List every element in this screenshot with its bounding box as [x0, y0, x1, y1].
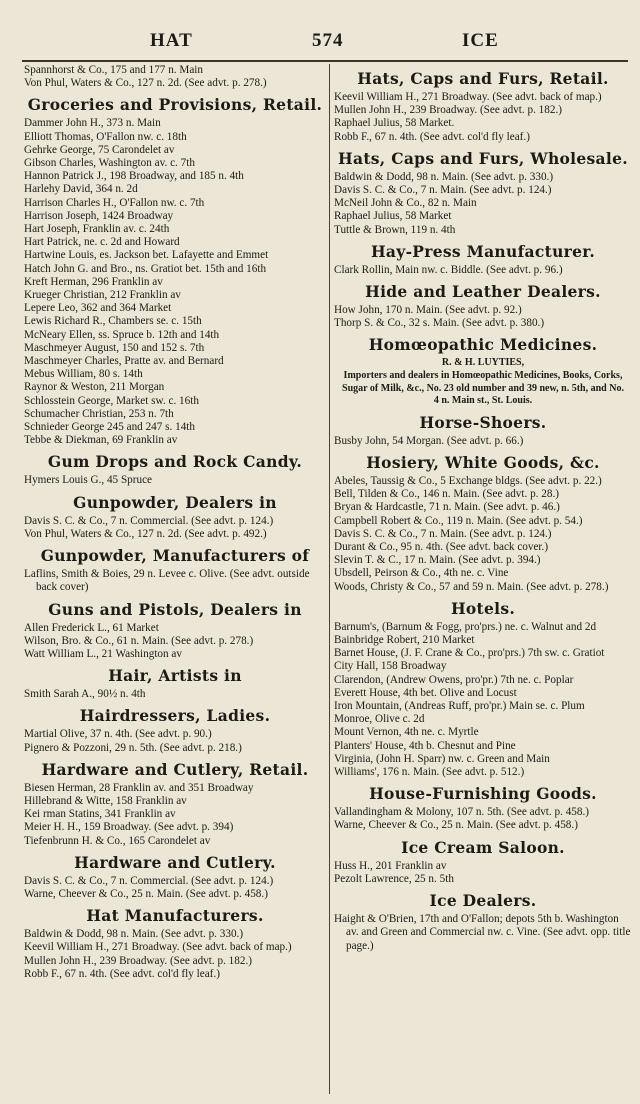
directory-entry: Lewis Richard R., Chambers se. c. 15th: [24, 315, 202, 328]
directory-entry: Allen Frederick L., 61 Market: [24, 621, 159, 634]
section-heading: Hide and Leather Dealers.: [365, 282, 601, 302]
directory-entry: Mount Vernon, 4th ne. c. Myrtle: [334, 726, 479, 739]
section-heading: Homœopathic Medicines.: [368, 335, 598, 355]
section-heading: Hair, Artists in: [108, 666, 242, 686]
directory-entry: Hartwine Louis, es. Jackson bet. Lafayette and Emmet: [24, 249, 269, 262]
directory-entry: Clark Rollin, Main nw. c. Biddle. (See advt. p. 96.): [334, 263, 563, 276]
directory-entry: Davis S. C. & Co., 7 n. Main. (See advt. p. 124.): [334, 527, 552, 540]
directory-entry: Abeles, Taussig & Co., 5 Exchange bldgs. (See advt. p. 22.): [334, 475, 602, 488]
directory-entry: Williams', 176 n. Main. (See advt. p. 512.): [334, 766, 525, 779]
directory-entry: Warne, Cheever & Co., 25 n. Main. (See advt. p. 458.): [24, 887, 268, 900]
directory-entry: Hart Joseph, Franklin av. c. 24th: [24, 223, 170, 236]
directory-entry: McNeil John & Co., 82 n. Main: [334, 197, 477, 210]
directory-entry: Von Phul, Waters & Co., 127 n. 2d. (See advt. p. 278.): [24, 77, 267, 90]
section-heading: Hardware and Cutlery, Retail.: [41, 759, 309, 779]
section-heading: Hairdressers, Ladies.: [79, 706, 271, 726]
directory-entry: Biesen Herman, 28 Franklin av. and 351 Broadway: [24, 781, 254, 794]
directory-entry: Maschmeyer Charles, Pratte av. and Bernard: [24, 355, 224, 368]
directory-entry: Pignero & Pozzoni, 29 n. 5th. (See advt. p. 218.): [24, 741, 242, 754]
directory-entry: Kreft Herman, 296 Franklin av: [24, 275, 163, 288]
directory-entry: Barnet House, (J. F. Crane & Co., pro'prs.) 7th sw. c. Gratiot: [334, 647, 605, 660]
directory-entry: Maschmeyer August, 150 and 152 s. 7th: [24, 341, 205, 354]
directory-entry: Tebbe & Diekman, 69 Franklin av: [24, 434, 178, 447]
directory-entry: Davis S. C. & Co., 7 n. Commercial. (See advt. p. 124.): [24, 514, 274, 527]
directory-entry: Spannhorst & Co., 175 and 177 n. Main: [24, 64, 203, 76]
directory-entry: Clarendon, (Andrew Owens, pro'pr.) 7th ne. c. Poplar: [334, 673, 574, 686]
directory-entry: McNeary Ellen, ss. Spruce b. 12th and 14th: [24, 328, 220, 341]
directory-entry: Iron Mountain, (Andreas Ruff, pro'pr.) Main se. c. Plum: [334, 700, 585, 713]
directory-entry: Durant & Co., 95 n. 4th. (See advt. back cover.): [334, 541, 549, 554]
section-heading: Guns and Pistols, Dealers in: [48, 599, 302, 619]
directory-entry: Planters' House, 4th b. Chesnut and Pine: [334, 739, 516, 752]
directory-entry: Haight & O'Brien, 17th and O'Fallon; depots 5th b. Washington av. and Green and Commercial nw. c. Vine. (See advt. opp. title page.): [334, 913, 631, 952]
section-heading: Hay-Press Manufacturer.: [370, 241, 596, 261]
directory-entry: Davis S. C. & Co., 7 n. Main. (See advt. p. 124.): [334, 184, 552, 197]
directory-entry: Busby John, 54 Morgan. (See advt. p. 66.): [334, 434, 524, 447]
directory-entry: Bryan & Hardcastle, 71 n. Main. (See advt. p. 46.): [334, 501, 560, 514]
directory-entry: Von Phul, Waters & Co., 127 n. 2d. (See advt. p. 492.): [24, 527, 267, 540]
column-divider: [329, 64, 330, 1094]
directory-entry: Davis S. C. & Co., 7 n. Commercial. (See advt. p. 124.): [24, 874, 274, 887]
section-heading: Horse-Shoers.: [419, 412, 547, 432]
directory-entry: Watt William L., 21 Washington av: [24, 647, 182, 660]
directory-entry: Hatch John G. and Bro., ns. Gratiot bet. 15th and 16th: [24, 262, 267, 275]
directory-entry: Slevin T. & C., 17 n. Main. (See advt. p. 394.): [334, 554, 541, 567]
directory-entry: Huss H., 201 Franklin av: [334, 859, 447, 872]
section-heading: Hats, Caps and Furs, Retail.: [357, 69, 609, 88]
directory-entry: Monroe, Olive c. 2d: [334, 713, 425, 726]
directory-entry: Harrison Charles H., O'Fallon nw. c. 7th: [24, 196, 205, 209]
directory-entry: Everett House, 4th bet. Olive and Locust: [334, 686, 517, 699]
directory-entry: Smith Sarah A., 90½ n. 4th: [24, 688, 146, 701]
directory-entry: Bell, Tilden & Co., 146 n. Main. (See advt. p. 28.): [334, 488, 559, 501]
section-heading: Hotels.: [450, 598, 516, 618]
directory-entry: Lepere Leo, 362 and 364 Market: [24, 302, 172, 315]
directory-entry: Laflins, Smith & Boies, 29 n. Levee c. Olive. (See advt. outside back cover): [24, 568, 310, 594]
directory-entry: Schlosstein George, Market sw. c. 16th: [24, 394, 199, 407]
directory-entry: Keevil William H., 271 Broadway. (See advt. back of map.): [334, 91, 602, 103]
directory-entry: How John, 170 n. Main. (See advt. p. 92.): [334, 304, 522, 317]
directory-entry: Tuttle & Brown, 119 n. 4th: [334, 223, 456, 236]
section-heading: Hat Manufacturers.: [86, 906, 264, 926]
section-heading: Hats, Caps and Furs, Wholesale.: [338, 148, 628, 168]
directory-entry: Mullen John H., 239 Broadway. (See advt. p. 182.): [24, 954, 252, 967]
header-rule: [22, 60, 628, 62]
directory-entry: Martial Olive, 37 n. 4th. (See advt. p. 90.): [24, 728, 212, 741]
directory-entry: Schumacher Christian, 253 n. 7th: [24, 407, 174, 420]
directory-entry: Robb F., 67 n. 4th. (See advt. col'd fly leaf.): [24, 967, 220, 980]
directory-entry: Meier H. H., 159 Broadway. (See advt. p. 394): [24, 821, 234, 834]
section-heading: Gum Drops and Rock Candy.: [47, 452, 303, 472]
section-heading: House-Furnishing Goods.: [369, 784, 597, 804]
advertisement-text: Importers and dealers in Homœopathic Medicines, Books, Corks, Sugar of Milk, &c., No. 23 old number and 39 new, n. 5th, and No. 4 n. Main st., St. Louis.: [342, 370, 624, 407]
directory-entry: Dammer John H., 373 n. Main: [24, 117, 161, 130]
directory-entry: Vallandingham & Molony, 107 n. 5th. (See advt. p. 458.): [334, 806, 589, 819]
directory-entry: City Hall, 158 Broadway: [334, 660, 447, 673]
directory-entry: Harrison Joseph, 1424 Broadway: [24, 209, 174, 222]
advertisement-note: [340, 357, 626, 407]
header-right-word: ICE: [462, 30, 499, 51]
directory-entry: Mebus William, 80 s. 14th: [24, 368, 143, 381]
running-header: [0, 30, 640, 56]
directory-entry: Warne, Cheever & Co., 25 n. Main. (See advt. p. 458.): [334, 819, 578, 832]
section-heading: Groceries and Provisions, Retail.: [27, 95, 323, 115]
directory-entry: Krueger Christian, 212 Franklin av: [24, 289, 181, 302]
directory-entry: Kei rman Statins, 341 Franklin av: [24, 808, 176, 821]
directory-entry: Hannon Patrick J., 198 Broadway, and 185 n. 4th: [24, 170, 244, 183]
directory-entry: Gibson Charles, Washington av. c. 7th: [24, 157, 195, 170]
directory-entry: Raphael Julius, 58 Market.: [334, 117, 455, 130]
section-heading: Gunpowder, Dealers in: [73, 492, 277, 512]
directory-entry: Campbell Robert & Co., 119 n. Main. (See advt. p. 54.): [334, 514, 583, 527]
directory-entry: Pezolt Lawrence, 25 n. 5th: [334, 872, 454, 885]
advertisement-title: R. & H. LUYTIES,: [441, 357, 525, 369]
directory-entry: Gehrke George, 75 Carondelet av: [24, 143, 175, 156]
right-column: [334, 64, 632, 953]
directory-entry: Raynor & Weston, 211 Morgan: [24, 381, 165, 394]
directory-entry: Hillebrand & Witte, 158 Franklin av: [24, 794, 187, 807]
directory-entry: Thorp S. & Co., 32 s. Main. (See advt. p. 380.): [334, 317, 545, 330]
directory-entry: Harlehy David, 364 n. 2d: [24, 183, 138, 196]
directory-entry: Raphael Julius, 58 Market: [334, 210, 452, 223]
directory-entry: Keevil William H., 271 Broadway. (See advt. back of map.): [24, 941, 292, 954]
section-heading: Ice Dealers.: [429, 891, 537, 911]
left-column: [24, 64, 326, 981]
page-number: 574: [312, 30, 344, 51]
directory-entry: Bainbridge Robert, 210 Market: [334, 634, 475, 647]
directory-entry: Elliott Thomas, O'Fallon nw. c. 18th: [24, 130, 187, 143]
directory-entry: Hart Patrick, ne. c. 2d and Howard: [24, 236, 180, 249]
directory-entry: Barnum's, (Barnum & Fogg, pro'prs.) ne. c. Walnut and 2d: [334, 620, 597, 633]
directory-entry: Baldwin & Dodd, 98 n. Main. (See advt. p. 330.): [24, 928, 244, 941]
directory-entry: Tiefenbrunn H. & Co., 165 Carondelet av: [24, 834, 211, 847]
directory-entry: Hymers Louis G., 45 Spruce: [24, 474, 153, 487]
section-heading: Hardware and Cutlery.: [74, 852, 276, 872]
directory-entry: Baldwin & Dodd, 98 n. Main. (See advt. p. 330.): [334, 170, 554, 183]
directory-entry: Robb F., 67 n. 4th. (See advt. col'd fly leaf.): [334, 130, 530, 143]
section-heading: Hosiery, White Goods, &c.: [366, 453, 600, 473]
section-heading: Gunpowder, Manufacturers of: [40, 546, 310, 566]
directory-entry: Mullen John H., 239 Broadway. (See advt. p. 182.): [334, 104, 562, 117]
section-heading: Ice Cream Saloon.: [401, 837, 565, 857]
header-left-word: HAT: [150, 30, 193, 51]
directory-entry: Schnieder George 245 and 247 s. 14th: [24, 421, 195, 434]
directory-entry: Virginia, (John H. Sparr) nw. c. Green and Main: [334, 752, 550, 765]
directory-entry: Ubsdell, Peirson & Co., 4th ne. c. Vine: [334, 567, 509, 580]
directory-entry: Woods, Christy & Co., 57 and 59 n. Main. (See advt. p. 278.): [334, 580, 609, 593]
directory-entry: Wilson, Bro. & Co., 61 n. Main. (See advt. p. 278.): [24, 634, 254, 647]
